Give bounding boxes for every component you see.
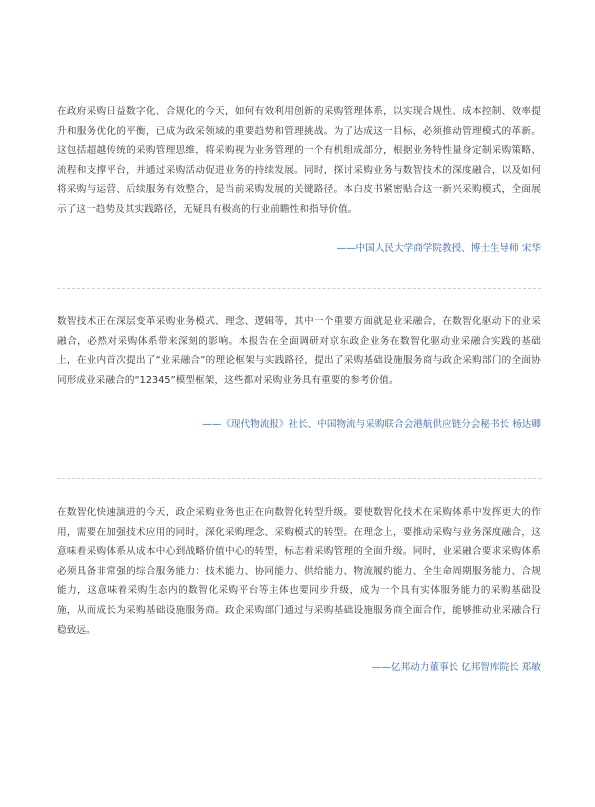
testimonial-1 <box>57 102 541 254</box>
testimonial-signature: ——《现代物流报》社长、中国物流与采购联合会港航供应链分会秘书长 杨达卿 <box>202 419 541 430</box>
section-divider <box>57 478 541 479</box>
testimonial-3 <box>57 503 541 673</box>
testimonial-text: 数智技术正在深层变革采购业务模式、理念、逻辑等，其中一个重要方面就是业采融合，在数智化驱动下的业采融合，必然对采购体系带来深刻的影响。本报告在全面调研对京东政企业务在数智化驱动业采融合实践的基础上，在业内首次提出了“业采融合”的理论框架与实践路径，提出了采购基础设施服务商与政企采购部门的全面协同形成业采融合的“12345”模型框架，这些都对采购业务具有重要的参考价值。 <box>57 316 541 386</box>
section-divider <box>57 288 541 289</box>
testimonial-text: 在政府采购日益数字化、合规化的今天，如何有效利用创新的采购管理体系，以实现合规性、成本控制、效率提升和服务优化的平衡，已成为政采领域的重要趋势和管理挑战。为了达成这一目标，必须推动管理模式的革新。这包括超越传统的采购管理思维，将采购视为业务管理的一个有机组成部分，根据业务特性量身定制采购策略、流程和支撑平台，并通过采购活动促进业务的持续发展。同时，探讨采购业务与数智技术的深度融合，以及如何将采购与运营、后续服务有效整合，是当前采购发展的关键路径。本白皮书紧密贴合这一新兴采购模式，全面展示了这一趋势及其实践路径，无疑具有极高的行业前瞻性和指导价值。 <box>57 106 541 215</box>
testimonial-2 <box>57 312 541 430</box>
testimonial-signature: ——中国人民大学商学院教授、博士生导师 宋华 <box>336 243 541 254</box>
testimonial-text: 在数智化快速演进的今天，政企采购业务也正在向数智化转型升级。要使数智化技术在采购体系中发挥更大的作用，需要在加强技术应用的同时，深化采购理念、采购模式的转型。在理念上，要推动采购与业务深度融合，这意味着采购体系从成本中心到战略价值中心的转型，标志着采购管理的全面升级。同时，业采融合要求采购体系必须具备非常强的综合服务能力：技术能力、协同能力、供给能力、物流履约能力、全生命周期服务能力、合规能力，这意味着采购生态内的数智化采购平台等主体也要同步升级，成为一个具有实体服务能力的采购基础设施，从而成长为采购基础设施服务商。政企采购部门通过与采购基础设施服务商全面合作，能够推动业采融合行稳致远。 <box>57 507 541 636</box>
testimonial-signature: ——亿邦动力董事长 亿邦智库院长 郑敏 <box>371 662 541 673</box>
